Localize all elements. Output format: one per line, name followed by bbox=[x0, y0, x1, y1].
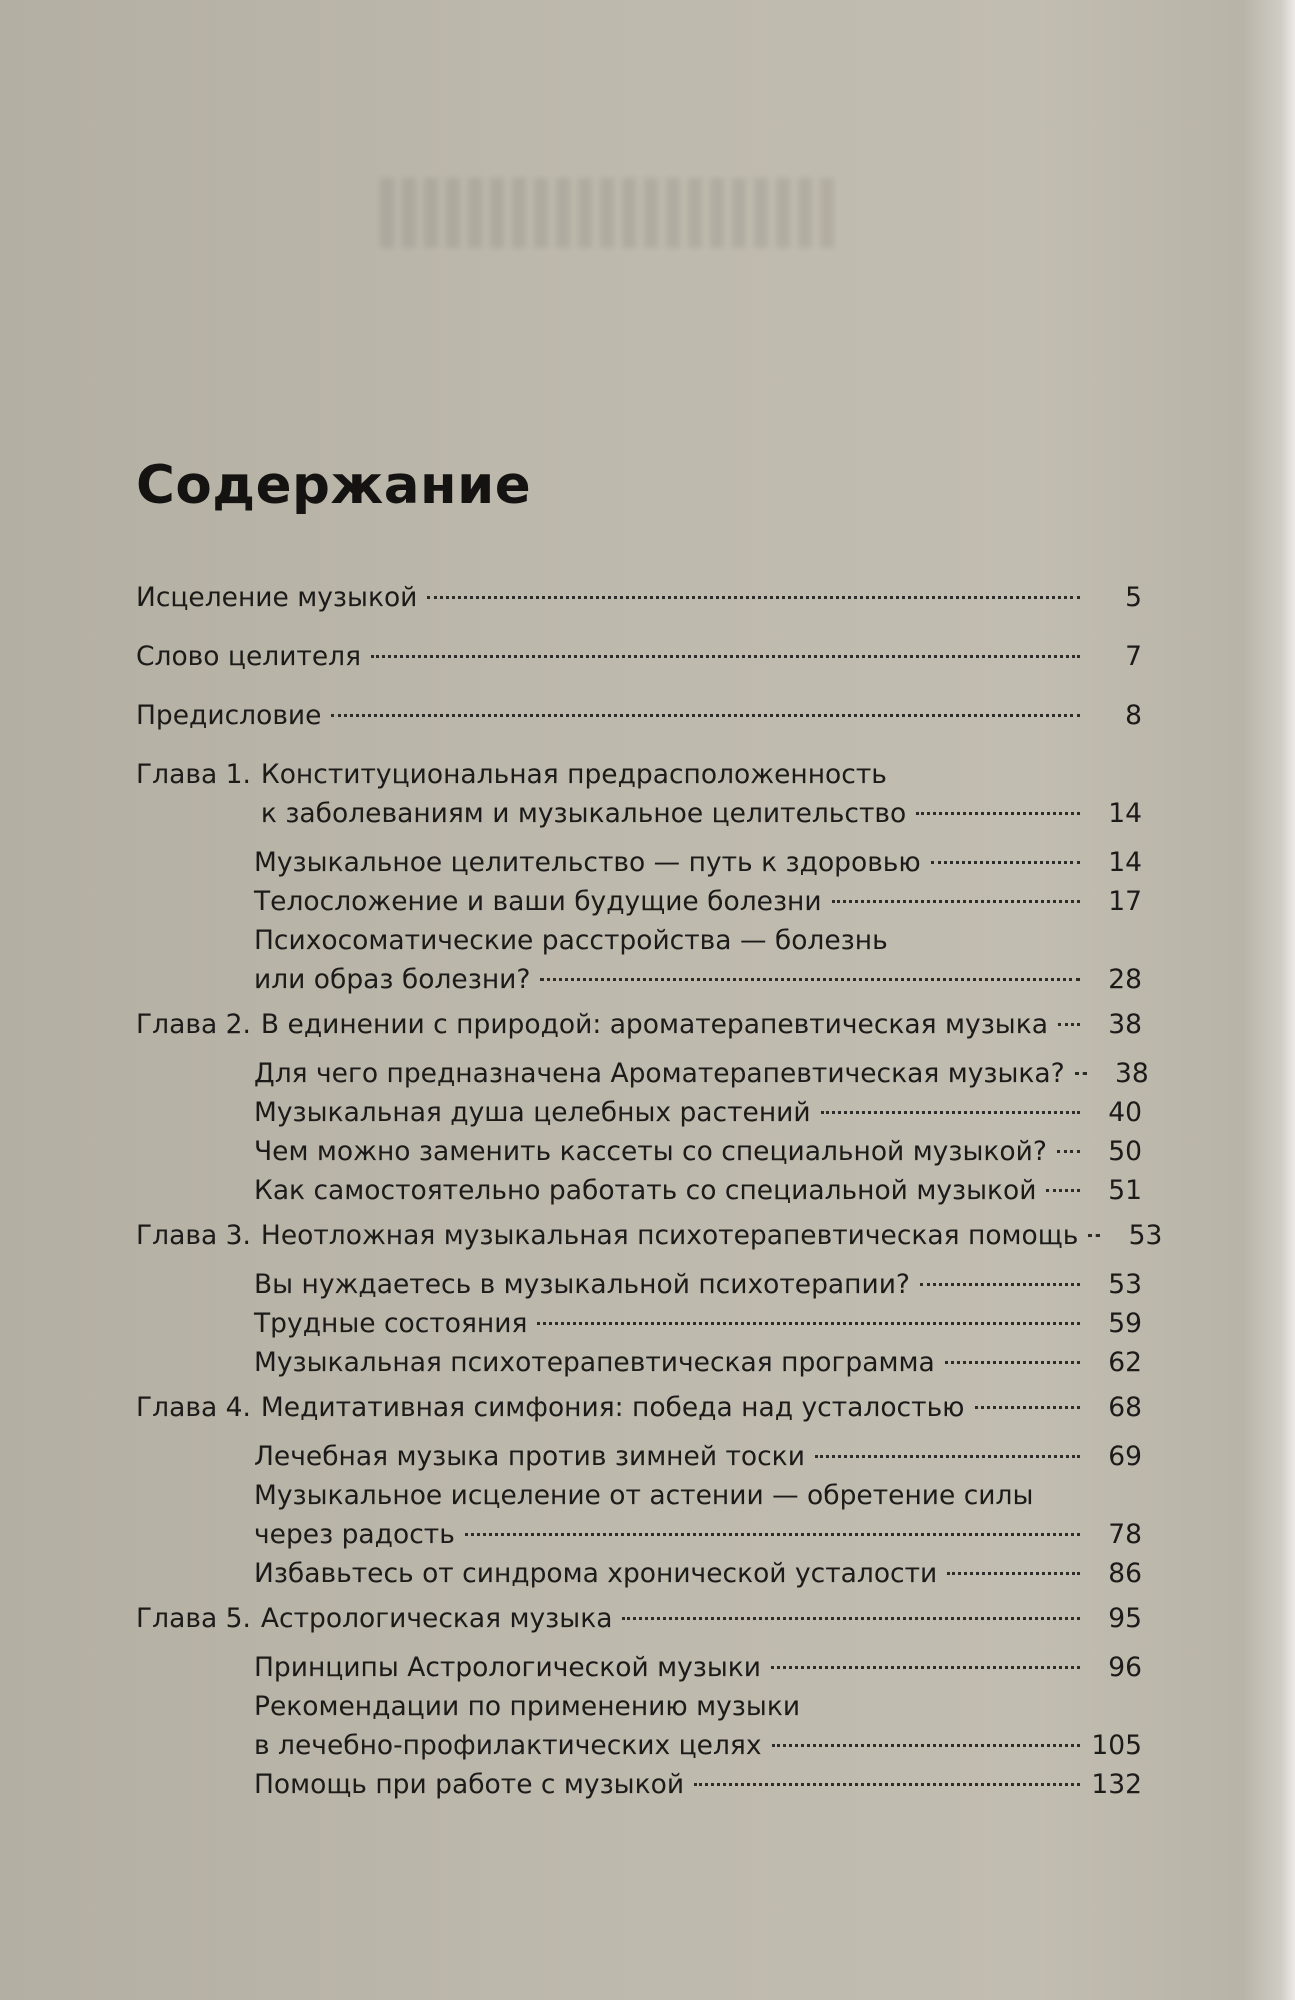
toc-line bbox=[254, 1687, 1142, 1726]
toc-entry-text: Музыкальная психотерапевтическая программа bbox=[254, 1347, 935, 1378]
toc-section[interactable] bbox=[136, 1265, 1142, 1304]
toc-line bbox=[261, 1599, 1142, 1638]
toc-entry-text: Вы нуждаетесь в музыкальной психотерапии? bbox=[254, 1269, 910, 1300]
dot-leader bbox=[537, 1322, 1080, 1325]
page-number: 7 bbox=[1125, 641, 1142, 672]
toc-entry[interactable] bbox=[136, 637, 1142, 676]
toc-section[interactable] bbox=[136, 1437, 1142, 1476]
page-number: 38 bbox=[1114, 1058, 1149, 1089]
toc-entry-text: Избавьтесь от синдрома хронической усталости bbox=[254, 1558, 938, 1589]
page-number: 50 bbox=[1108, 1136, 1142, 1167]
toc-line bbox=[254, 1054, 1149, 1093]
dot-leader bbox=[1057, 1150, 1080, 1153]
page-number: 38 bbox=[1108, 1009, 1142, 1040]
toc-section[interactable] bbox=[136, 921, 1142, 999]
dot-leader bbox=[540, 978, 1080, 981]
toc-line bbox=[261, 755, 1142, 794]
page-number: 69 bbox=[1108, 1441, 1142, 1472]
page-number: 86 bbox=[1108, 1558, 1142, 1589]
chapter-title bbox=[260, 1216, 1163, 1255]
toc-line bbox=[254, 1343, 1142, 1382]
page-number: 132 bbox=[1091, 1769, 1142, 1800]
bleed-through-text bbox=[380, 178, 840, 248]
toc-entry-text: Музыкальная душа целебных растений bbox=[254, 1097, 811, 1128]
page-number: 62 bbox=[1108, 1347, 1142, 1378]
dot-leader bbox=[975, 1406, 1081, 1409]
dot-leader bbox=[931, 861, 1080, 864]
toc-entry-text: Музыкальное исцеление от астении — обретение силы bbox=[254, 1480, 1034, 1511]
dot-leader bbox=[331, 714, 1080, 717]
toc-section[interactable] bbox=[136, 1132, 1142, 1171]
page-number: 14 bbox=[1108, 798, 1142, 829]
toc-entry-text: Неотложная музыкальная психотерапевтическая помощь bbox=[260, 1220, 1079, 1251]
toc-entry-text: Психосоматические расстройства — болезнь bbox=[254, 925, 888, 956]
toc-line bbox=[254, 960, 1142, 999]
dot-leader bbox=[1058, 1023, 1080, 1026]
chapter-row bbox=[136, 755, 1142, 833]
page-number: 17 bbox=[1108, 886, 1142, 917]
chapter-row bbox=[136, 1388, 1142, 1427]
page-number: 14 bbox=[1108, 847, 1142, 878]
toc-section[interactable] bbox=[136, 1765, 1142, 1804]
toc-chapter[interactable] bbox=[136, 1599, 1142, 1638]
dot-leader bbox=[371, 655, 1080, 658]
toc-section[interactable] bbox=[136, 1554, 1142, 1593]
toc-entry-text: в лечебно-профилактических целях bbox=[254, 1730, 762, 1761]
chapter-row bbox=[136, 1599, 1142, 1638]
toc-entry-text: Рекомендации по применению музыки bbox=[254, 1691, 801, 1722]
toc-line bbox=[136, 637, 1142, 676]
toc-entry-text: Трудные состояния bbox=[254, 1308, 528, 1339]
toc-line bbox=[254, 1132, 1142, 1171]
dot-leader bbox=[772, 1744, 1080, 1747]
page-number: 105 bbox=[1091, 1730, 1142, 1761]
chapter-label: Глава 2. bbox=[136, 1009, 251, 1040]
dot-leader bbox=[622, 1617, 1080, 1620]
page-edge bbox=[1281, 0, 1295, 2000]
dot-leader bbox=[694, 1783, 1080, 1786]
toc-entry-text: через радость bbox=[254, 1519, 455, 1550]
dot-leader bbox=[1046, 1189, 1080, 1192]
toc-entry-text: Слово целителя bbox=[136, 641, 362, 672]
chapter-title bbox=[261, 755, 1142, 833]
page-number: 53 bbox=[1128, 1220, 1163, 1251]
dot-leader bbox=[947, 1572, 1080, 1575]
toc-chapter[interactable] bbox=[136, 1388, 1142, 1427]
toc-entry-text: Чем можно заменить кассеты со специальной музыкой? bbox=[254, 1136, 1047, 1167]
toc-line bbox=[254, 882, 1142, 921]
chapter-title bbox=[261, 1005, 1142, 1044]
dot-leader bbox=[832, 900, 1080, 903]
dot-leader bbox=[465, 1533, 1080, 1536]
toc-line bbox=[261, 1005, 1142, 1044]
toc-line bbox=[254, 1515, 1142, 1554]
toc-line bbox=[136, 696, 1142, 735]
toc-entry[interactable] bbox=[136, 578, 1142, 617]
toc-section[interactable] bbox=[136, 1343, 1142, 1382]
page-number: 28 bbox=[1108, 964, 1142, 995]
toc-entry-text: Лечебная музыка против зимней тоски bbox=[254, 1441, 805, 1472]
toc-entry-text: Для чего предназначена Ароматерапевтическая музыка? bbox=[254, 1058, 1065, 1089]
toc-line bbox=[136, 578, 1142, 617]
toc-section[interactable] bbox=[136, 1054, 1149, 1093]
chapter-label: Глава 1. bbox=[136, 759, 251, 790]
chapter-label: Глава 3. bbox=[136, 1220, 251, 1251]
toc-section[interactable] bbox=[136, 1476, 1142, 1554]
page-number: 53 bbox=[1108, 1269, 1142, 1300]
toc-section[interactable] bbox=[136, 1093, 1142, 1132]
toc-line bbox=[254, 1304, 1142, 1343]
toc-entry-text: Музыкальное целительство — путь к здоровью bbox=[254, 847, 921, 878]
toc-line bbox=[261, 1388, 1142, 1427]
toc-chapter[interactable] bbox=[136, 755, 1142, 833]
toc-entry-text: Предисловие bbox=[136, 700, 322, 731]
toc-line bbox=[261, 794, 1142, 833]
toc-section[interactable] bbox=[136, 843, 1142, 882]
toc-line bbox=[254, 1437, 1142, 1476]
dot-leader bbox=[1075, 1072, 1087, 1075]
dot-leader bbox=[771, 1666, 1080, 1669]
page-title: Содержание bbox=[136, 455, 532, 516]
toc-section[interactable] bbox=[136, 1687, 1142, 1765]
toc-entry-text: Помощь при работе с музыкой bbox=[254, 1769, 685, 1800]
toc-line bbox=[254, 921, 1142, 960]
toc-entry-text: Исцеление музыкой bbox=[136, 582, 418, 613]
toc-entry-text: В единении с природой: ароматерапевтическая музыка bbox=[260, 1009, 1048, 1040]
table-of-contents bbox=[136, 578, 1163, 1804]
chapter-label: Глава 5. bbox=[136, 1603, 251, 1634]
toc-section[interactable] bbox=[136, 1171, 1142, 1210]
toc-entry-text: Телосложение и ваши будущие болезни bbox=[254, 886, 822, 917]
chapter-label: Глава 4. bbox=[136, 1392, 251, 1423]
toc-entry-text: или образ болезни? bbox=[254, 964, 531, 995]
chapter-title bbox=[261, 1599, 1142, 1638]
toc-entry[interactable] bbox=[136, 696, 1142, 735]
toc-entry-text: Конституциональная предрасположенность bbox=[260, 759, 887, 790]
chapter-row bbox=[136, 1005, 1142, 1044]
page-number: 68 bbox=[1108, 1392, 1142, 1423]
toc-line bbox=[254, 1554, 1142, 1593]
dot-leader bbox=[945, 1361, 1080, 1364]
chapter-row bbox=[136, 1216, 1163, 1255]
toc-chapter[interactable] bbox=[136, 1005, 1142, 1044]
dot-leader bbox=[427, 596, 1080, 599]
toc-entry-text: Принципы Астрологической музыки bbox=[254, 1652, 762, 1683]
toc-entry-text: Медитативная симфония: победа над усталостью bbox=[260, 1392, 965, 1423]
page-number: 59 bbox=[1108, 1308, 1142, 1339]
toc-section[interactable] bbox=[136, 1304, 1142, 1343]
dot-leader bbox=[916, 812, 1080, 815]
dot-leader bbox=[815, 1455, 1080, 1458]
page-number: 40 bbox=[1108, 1097, 1142, 1128]
toc-section[interactable] bbox=[136, 882, 1142, 921]
toc-line bbox=[254, 1476, 1142, 1515]
dot-leader bbox=[1088, 1234, 1100, 1237]
toc-chapter[interactable] bbox=[136, 1216, 1163, 1255]
page-number: 51 bbox=[1108, 1175, 1142, 1206]
chapter-title bbox=[261, 1388, 1142, 1427]
toc-line bbox=[254, 1648, 1142, 1687]
toc-line bbox=[254, 1093, 1142, 1132]
page-number: 8 bbox=[1125, 700, 1142, 731]
toc-entry-text: Астрологическая музыка bbox=[260, 1603, 613, 1634]
page-number: 78 bbox=[1108, 1519, 1142, 1550]
dot-leader bbox=[920, 1283, 1080, 1286]
toc-line bbox=[254, 1765, 1142, 1804]
toc-entry-text: к заболеваниям и музыкальное целительство bbox=[260, 798, 907, 829]
page-number: 95 bbox=[1108, 1603, 1142, 1634]
toc-line bbox=[254, 843, 1142, 882]
toc-section[interactable] bbox=[136, 1648, 1142, 1687]
dot-leader bbox=[821, 1111, 1080, 1114]
toc-line bbox=[254, 1726, 1142, 1765]
toc-line bbox=[260, 1216, 1163, 1255]
page-number: 5 bbox=[1125, 582, 1142, 613]
toc-entry-text: Как самостоятельно работать со специальной музыкой bbox=[254, 1175, 1037, 1206]
toc-line bbox=[254, 1171, 1142, 1210]
toc-line bbox=[254, 1265, 1142, 1304]
page-number: 96 bbox=[1108, 1652, 1142, 1683]
